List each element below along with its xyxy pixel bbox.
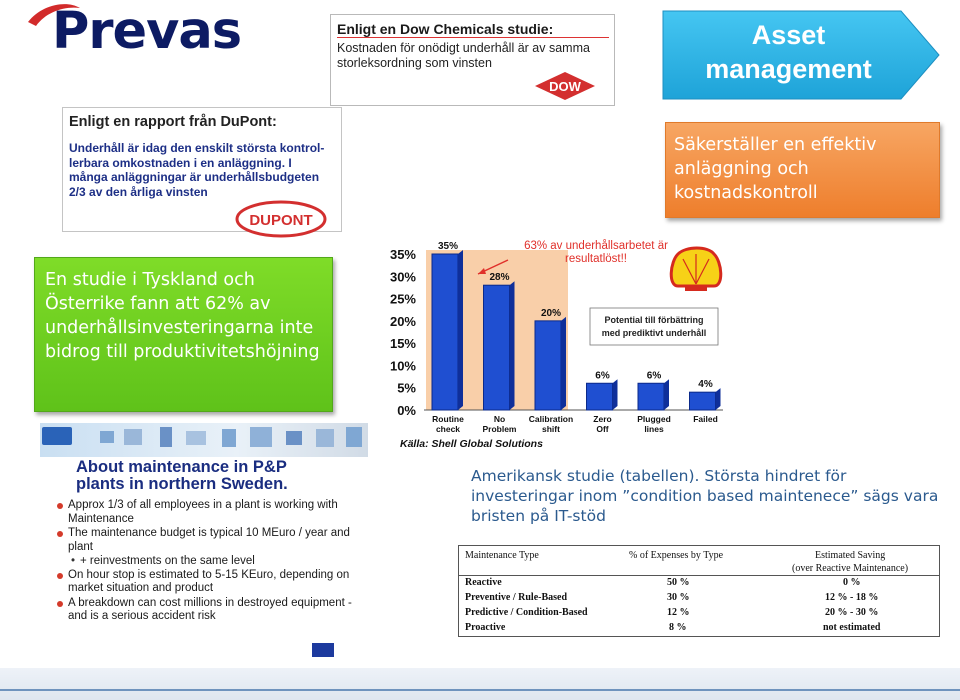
chart-category-label: Zero <box>593 414 612 424</box>
table-header-cell: Estimated Saving <box>815 550 886 561</box>
chart-category-label: No <box>493 414 506 424</box>
y-tick-label: 20% <box>389 313 416 329</box>
pp-title-line-2: plants in northern Sweden. <box>76 475 288 493</box>
chart-value-label: 20% <box>540 307 562 319</box>
asset-management-title <box>661 18 916 86</box>
potential-box <box>590 308 718 345</box>
asset-line-2: management <box>705 54 872 84</box>
y-tick-label: 0% <box>397 403 416 418</box>
american-study-text: Amerikansk studie (tabellen). Största hindret för investeringar inom ”condition based maintenece” sägs vara bristen på IT-stöd <box>471 467 939 525</box>
potential-line-2: med prediktivt underhåll <box>601 328 707 338</box>
table-header-cell: Maintenance Type <box>465 550 539 561</box>
dupont-logo-icon <box>235 200 327 238</box>
table-row <box>459 622 939 637</box>
pp-bullet: On hour stop is estimated to 5-15 KEuro, depending on market situation and product <box>54 569 364 596</box>
dupont-panel <box>62 107 342 232</box>
pp-banner-image <box>40 423 368 457</box>
chart-category-label: check <box>435 424 461 434</box>
table-cell: 20 % - 30 % <box>825 607 879 618</box>
table-header-cell: (over Reactive Maintenance) <box>792 563 909 574</box>
x-labels-group <box>432 414 718 434</box>
chart-category-label: Routine <box>432 414 464 424</box>
y-tick-label: 10% <box>389 358 416 374</box>
chart-bar <box>587 383 613 410</box>
dupont-logo-text: DUPONT <box>249 212 313 229</box>
table-cell: 50 % <box>667 577 690 588</box>
chart-bar <box>432 254 458 410</box>
shell-chart <box>378 232 723 452</box>
table-cell: 30 % <box>667 592 690 603</box>
y-ticks-group <box>390 247 416 418</box>
annotation-line-1: 63% av underhållsarbetet är <box>524 240 668 252</box>
pp-bullet: The maintenance budget is typical 10 MEuro / year and plant <box>54 527 364 554</box>
y-tick-label: 15% <box>389 336 416 352</box>
chart-category-label: Problem <box>482 424 517 434</box>
dow-logo-icon <box>533 71 597 101</box>
y-tick-label: 30% <box>389 269 416 285</box>
pp-bullet-list <box>54 499 364 625</box>
pp-banner-icons <box>40 423 368 457</box>
orange-callout-text: Säkerställer en effektiv anläggning och kostnadskontroll <box>674 135 877 203</box>
table-cell: 8 % <box>669 622 687 633</box>
orange-callout <box>665 122 940 218</box>
table-cell: Predictive / Condition-Based <box>465 607 588 618</box>
chart-bar-side <box>561 317 566 410</box>
shell-logo-icon <box>671 248 721 291</box>
pp-sub-bullet: • + reinvestments on the same level <box>54 555 364 569</box>
dow-panel <box>330 14 615 106</box>
table-cell: Proactive <box>465 622 506 633</box>
chart-category-label: Failed <box>693 414 718 424</box>
chart-value-label: 4% <box>698 379 713 391</box>
asset-line-1: Asset <box>751 20 826 50</box>
annotation-line-2: resultatlöst!! <box>565 253 627 265</box>
dupont-line: lerbara omkostnaden i en anläggning. I <box>69 155 292 170</box>
table-header-cell: % of Expenses by Type <box>629 550 724 561</box>
dow-line: Kostnaden för onödigt underhåll är av samma <box>337 41 590 55</box>
dupont-line: många anläggningar är underhållsbudgeten <box>69 170 320 184</box>
chart-bar-side <box>458 250 463 410</box>
dupont-text <box>69 141 339 199</box>
table-cell: 12 % <box>667 607 690 618</box>
table-cell: Preventive / Rule-Based <box>465 592 568 603</box>
table-row <box>459 592 939 607</box>
chart-category-label: lines <box>644 424 664 434</box>
dow-logo-text: DOW <box>549 79 581 94</box>
table-cell: Reactive <box>465 577 502 588</box>
chart-bar <box>484 285 510 410</box>
dow-text <box>337 41 609 71</box>
chart-bar <box>690 392 716 410</box>
shell-chart-svg <box>378 232 723 452</box>
chart-bar-side <box>664 379 669 410</box>
green-callout-text: En studie i Tyskland och Österrike fann att 62% av underhållsinvesteringarna inte bidrog till produktivitetshöjning <box>45 270 320 362</box>
chart-source: Källa: Shell Global Solutions <box>400 438 543 450</box>
chart-bar-side <box>613 379 618 410</box>
chart-category-label: Calibration <box>528 414 574 424</box>
dupont-line: 2/3 av den årliga vinsten <box>69 184 208 199</box>
y-tick-label: 35% <box>389 247 416 262</box>
chart-bar <box>535 321 561 410</box>
bottom-strip <box>0 668 960 700</box>
y-tick-label: 5% <box>397 380 416 396</box>
chart-bar-side <box>510 281 515 410</box>
dow-line: storleksordning som vinsten <box>337 56 492 70</box>
green-callout <box>34 257 333 412</box>
asset-management-banner <box>661 10 941 100</box>
chart-bar-side <box>716 388 721 410</box>
table-cell: 12 % - 18 % <box>825 592 879 603</box>
pp-title <box>76 459 366 493</box>
pp-bullet: Approx 1/3 of all employees in a plant is working with Maintenance <box>54 499 364 526</box>
table-cell: not estimated <box>823 622 881 633</box>
chart-bar <box>638 383 664 410</box>
chart-category-label: Off <box>596 424 609 434</box>
table-header <box>459 546 939 576</box>
pp-maintenance-slide <box>40 423 368 668</box>
y-tick-label: 25% <box>389 291 416 307</box>
table-cell: 0 % <box>843 577 861 588</box>
chart-value-label: 6% <box>646 370 662 382</box>
chart-value-label: 35% <box>437 241 459 252</box>
chart-category-label: shift <box>542 424 560 434</box>
prevas-logo <box>22 2 284 62</box>
eu-flag-icon <box>312 643 334 657</box>
dupont-line: Underhåll är idag den enskilt största kontrol- <box>69 141 325 155</box>
potential-line-1: Potential till förbättring <box>604 315 704 325</box>
maintenance-table <box>458 545 940 637</box>
table-row <box>459 607 939 622</box>
logo-text: Prevas <box>52 2 242 61</box>
chart-category-label: Plugged <box>637 414 671 424</box>
pp-title-line-1: About maintenance in P&P <box>76 458 287 476</box>
dupont-title: Enligt en rapport från DuPont: <box>69 114 277 130</box>
pp-bullet: A breakdown can cost millions in destroyed equipment - and is a serious accident risk <box>54 597 364 624</box>
table-row <box>459 577 939 592</box>
dow-underline <box>337 37 609 38</box>
dow-title: Enligt en Dow Chemicals studie: <box>337 21 554 37</box>
chart-value-label: 28% <box>489 272 510 284</box>
bottom-strip-line <box>0 689 960 691</box>
chart-value-label: 6% <box>595 370 610 382</box>
